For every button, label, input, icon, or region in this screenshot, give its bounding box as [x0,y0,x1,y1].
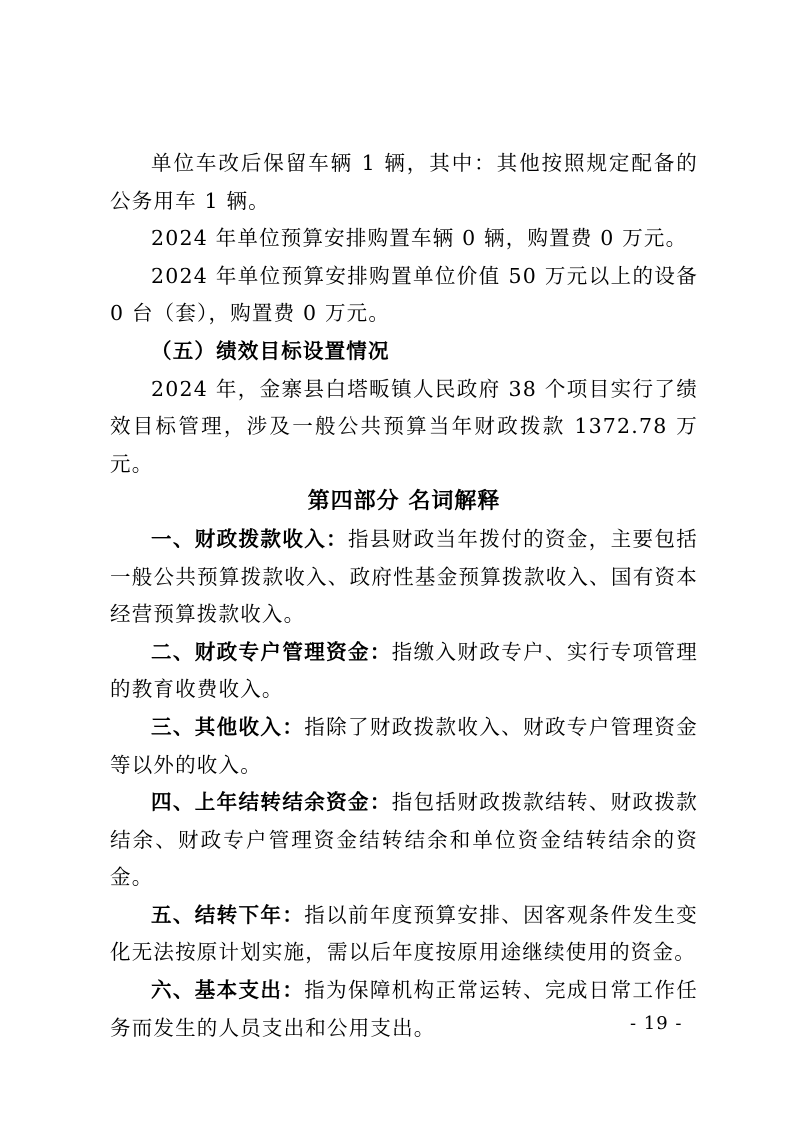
definition-item [110,972,698,1047]
definition-term: 二、财政专户管理资金： [151,639,392,664]
definition-item [110,784,698,897]
definition-text: 指为保障机构正常运转、完成日常工作任务而发生的人员支出和公用支出。 [110,978,698,1040]
page-number: - 19 - [630,1013,683,1034]
paragraph-vehicle-purchase: 2024 年单位预算安排购置车辆 0 辆，购置费 0 万元。 [151,226,688,251]
definition-text: 指除了财政拨款收入、财政专户管理资金等以外的收入。 [110,714,698,777]
definition-term: 五、结转下年： [151,902,305,927]
definition-text: 指包括财政拨款结转、财政拨款结余、财政专户管理资金结转结余和单位资金结转结余的资金。 [110,790,698,890]
definition-item [110,634,698,709]
paragraph-performance: 2024 年，金寨县白塔畈镇人民政府 38 个项目实行了绩效目标管理，涉及一般公共预算当年财政拨款 1372.78 万元。 [110,376,698,476]
section-title: 第四部分 名词解释 [307,488,501,515]
subsection-title: （五）绩效目标设置情况 [151,338,390,363]
definition-term: 六、基本支出： [151,978,305,1003]
paragraph-equipment-purchase: 2024 年单位预算安排购置单位价值 50 万元以上的设备 0 台（套），购置费 0 万元。 [110,263,698,326]
definition-text: 指以前年度预算安排、因客观条件发生变化无法按原计划实施，需以后年度按原用途继续使用的资金。 [110,902,698,965]
definition-item [110,709,698,784]
definition-term: 一、财政拨款收入： [151,526,348,551]
definition-text: 指县财政当年拨付的资金，主要包括一般公共预算拨款收入、政府性基金预算拨款收入、国有资本经营预算拨款收入。 [110,526,698,627]
definition-text: 指缴入财政专户、实行专项管理的教育收费收入。 [110,639,698,702]
definition-item [110,521,698,634]
definition-item [110,897,698,972]
definition-term: 三、其他收入： [151,714,305,739]
definition-term: 四、上年结转结余资金： [151,790,392,815]
paragraph-vehicle-retained: 单位车改后保留车辆 1 辆，其中：其他按照规定配备的公务用车 1 辆。 [110,151,698,213]
document-body [110,145,698,1047]
